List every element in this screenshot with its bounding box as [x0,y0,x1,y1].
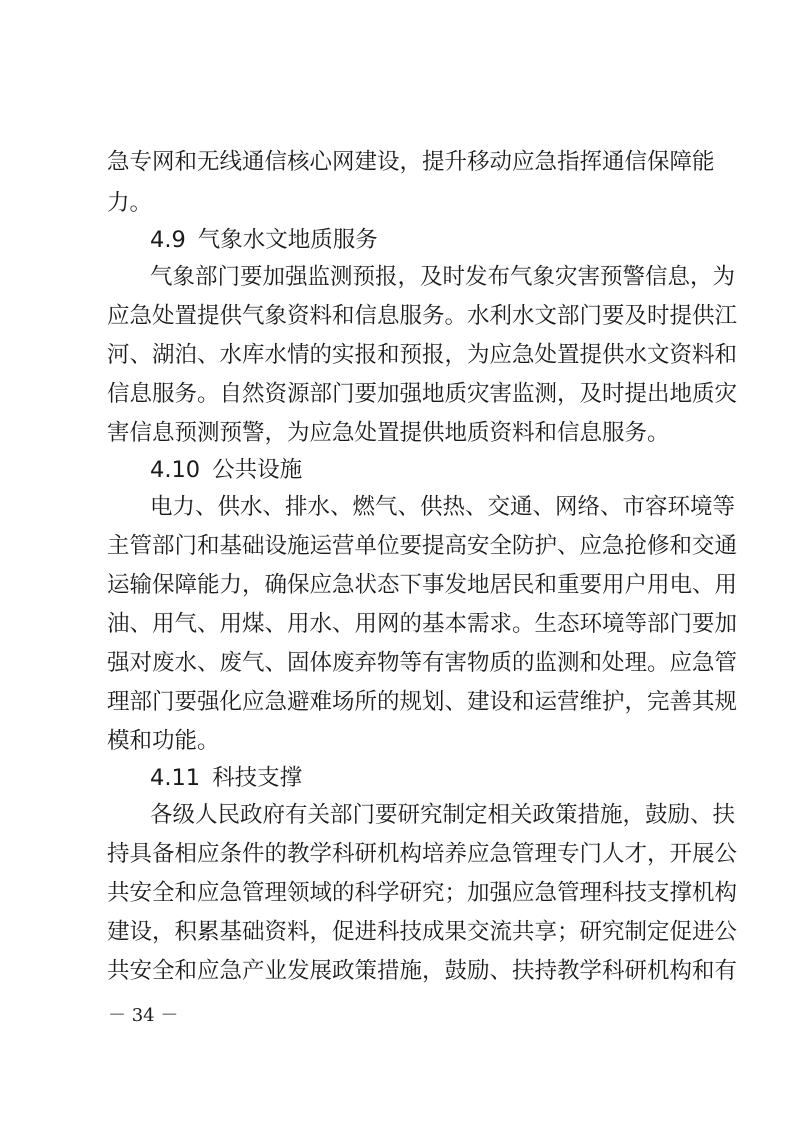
section-number: 4.9 [150,227,186,253]
body-text-line: 害信息预测预警，为应急处置提供地质资料和信息服务。 [107,420,670,446]
body-text-line: 力。 [107,190,153,216]
body-text-line: 应急处置提供气象资料和信息服务。水利水文部门要及时提供江 [107,303,738,329]
section-title: 气象水文地质服务 [197,227,378,253]
body-text-line: 电力、供水、排水、燃气、供热、交通、网络、市容环境等 [150,494,736,520]
body-text-line: 河、湖泊、水库水情的实报和预报，为应急处置提供水文资料和 [107,342,738,368]
page-number: － 34 － [108,1005,179,1026]
section-heading-4-10 [150,450,689,490]
body-text-line: 理部门要强化应急避难场所的规划、建设和运营维护，完善其规 [107,689,738,715]
body-text-line: 急专网和无线通信核心网建设，提升移动应急指挥通信保障能 [107,149,715,175]
body-text-line: 各级人民政府有关部门要研究制定相关政策措施，鼓励、扶 [150,802,736,828]
body-text-line: 主管部门和基础设施运营单位要提高安全防护、应急抢修和交通 [107,533,738,559]
body-text-line: 共安全和应急产业发展政策措施，鼓励、扶持教学科研机构和有 [107,958,738,984]
body-text-line: 信息服务。自然资源部门要加强地质灾害监测，及时提出地质灾 [107,381,738,407]
section-number: 4.10 [150,457,201,483]
body-text-line: 模和功能。 [107,728,220,754]
section-title: 公共设施 [212,457,303,483]
section-title: 科技支撑 [212,765,303,791]
body-text-line: 运输保障能力，确保应急状态下事发地居民和重要用户用电、用 [107,572,738,598]
section-heading-4-11 [150,758,689,798]
section-number: 4.11 [150,765,201,791]
body-text-line: 共安全和应急管理领域的科学研究；加强应急管理科技支撑机构 [107,880,738,906]
section-heading-4-9 [150,220,689,260]
body-text-line: 建设，积累基础资料，促进科技成果交流共享；研究制定促进公 [107,919,738,945]
body-text-line: 持具备相应条件的教学科研机构培养应急管理专门人才，开展公 [107,841,738,867]
body-text-line: 气象部门要加强监测预报，及时发布气象灾害预警信息，为 [150,264,736,290]
body-text-line: 强对废水、废气、固体废弃物等有害物质的监测和处理。应急管 [107,650,738,676]
body-text-line: 油、用气、用煤、用水、用网的基本需求。生态环境等部门要加 [107,611,738,637]
